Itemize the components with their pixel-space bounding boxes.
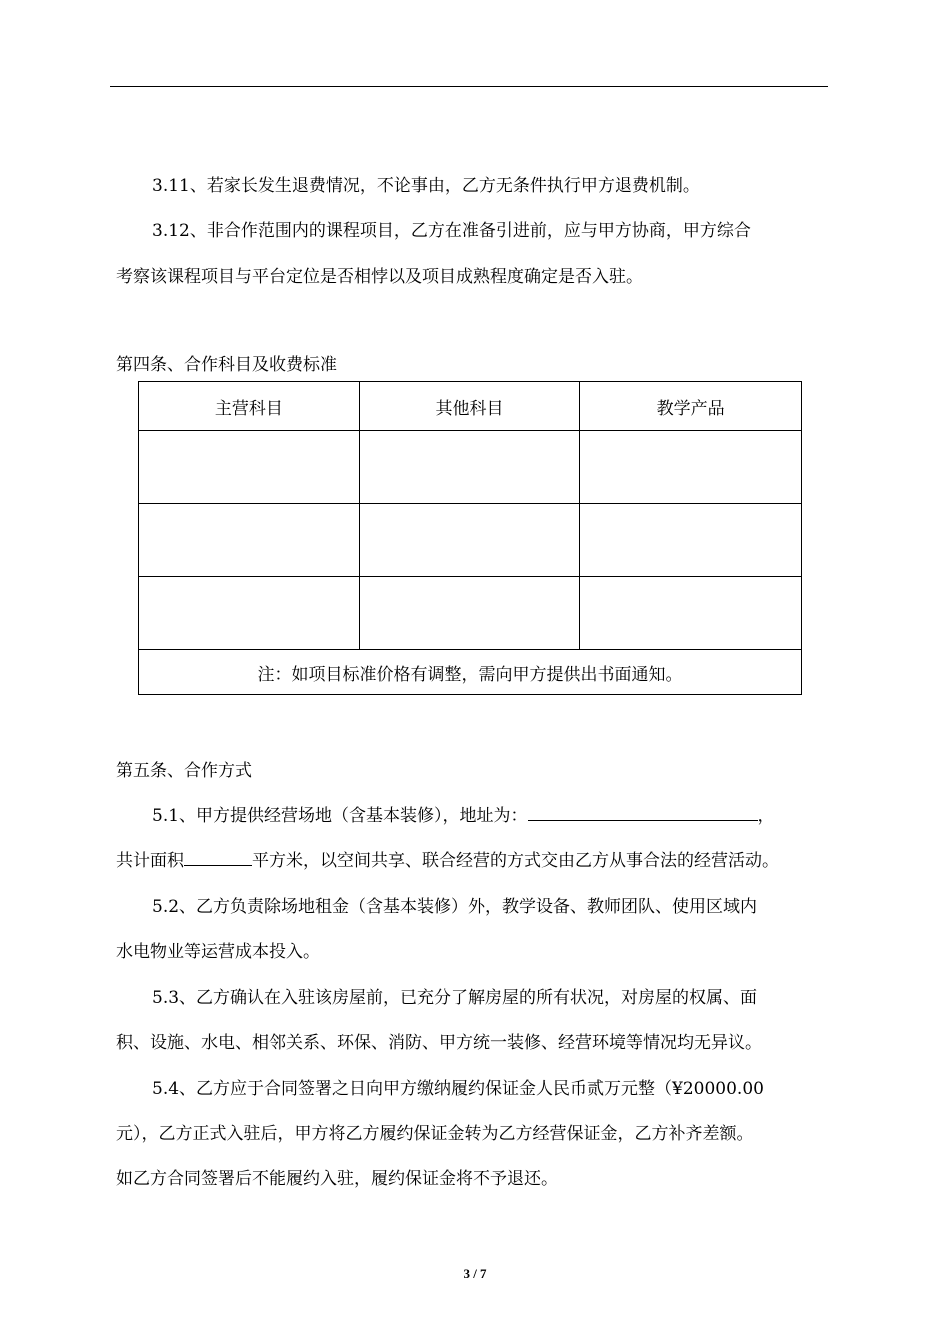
clause-5-3-text-2: 积、设施、水电、相邻关系、环保、消防、甲方统一装修、经营环境等情况均无异议。 xyxy=(116,1033,762,1053)
table-cell xyxy=(139,431,360,504)
clause-3-11-text: 3.11、若家长发生退费情况，不论事由，乙方无条件执行甲方退费机制。 xyxy=(152,176,700,196)
fee-table-header-product: 教学产品 xyxy=(580,382,802,431)
clause-5-1-line1 xyxy=(116,798,864,834)
clause-5-2-line2 xyxy=(116,934,828,970)
table-row xyxy=(139,504,802,577)
clause-3-12-line1 xyxy=(116,213,864,249)
clause-5-2-text-1: 5.2、乙方负责除场地租金（含基本装修）外，教学设备、教师团队、使用区域内 xyxy=(152,897,758,917)
table-cell xyxy=(580,431,802,504)
section-5-title-text: 第五条、合作方式 xyxy=(116,761,252,781)
clause-3-12-text-1: 3.12、非合作范围内的课程项目，乙方在准备引进前，应与甲方协商，甲方综合 xyxy=(152,221,751,241)
clause-5-1-text-3: 平方米，以空间共享、联合经营的方式交由乙方从事合法的经营活动。 xyxy=(252,851,779,871)
table-cell xyxy=(359,431,580,504)
clause-3-12-line2 xyxy=(116,259,828,295)
table-cell xyxy=(139,577,360,650)
clause-5-4-line1 xyxy=(116,1071,864,1107)
clause-5-1-comma: ， xyxy=(757,806,775,826)
table-row xyxy=(139,577,802,650)
clause-3-12-text-2: 考察该课程项目与平台定位是否相悖以及项目成熟程度确定是否入驻。 xyxy=(116,267,643,287)
clause-5-4-text-3: 如乙方合同签署后不能履约入驻，履约保证金将不予退还。 xyxy=(116,1169,558,1189)
table-cell xyxy=(359,504,580,577)
clause-5-1-text-2: 共计面积 xyxy=(116,851,184,871)
area-blank[interactable] xyxy=(184,843,252,866)
table-row xyxy=(139,431,802,504)
table-cell xyxy=(580,504,802,577)
clause-3-11 xyxy=(116,168,864,204)
fee-table-header-other: 其他科目 xyxy=(359,382,580,431)
clause-5-2-line1 xyxy=(116,889,864,925)
fee-table-header-row xyxy=(139,382,802,431)
section-4-title-text: 第四条、合作科目及收费标准 xyxy=(116,355,337,375)
clause-5-4-line2 xyxy=(116,1116,828,1152)
clause-5-1-line2 xyxy=(116,843,828,879)
clause-5-3-text-1: 5.3、乙方确认在入驻该房屋前，已充分了解房屋的所有状况，对房屋的权属、面 xyxy=(152,988,758,1008)
clause-5-3-line2 xyxy=(116,1025,828,1061)
clause-5-3-line1 xyxy=(116,980,864,1016)
fee-table xyxy=(138,381,802,695)
clause-5-4-text-2: 元），乙方正式入驻后，甲方将乙方履约保证金转为乙方经营保证金，乙方补齐差额。 xyxy=(116,1124,754,1144)
section-5-title xyxy=(116,753,828,789)
clause-5-4-text-1: 5.4、乙方应于合同签署之日向甲方缴纳履约保证金人民币贰万元整（¥20000.00 xyxy=(152,1079,764,1099)
fee-table-header-main: 主营科目 xyxy=(139,382,360,431)
clause-5-2-text-2: 水电物业等运营成本投入。 xyxy=(116,942,320,962)
header-rule xyxy=(110,86,828,87)
table-cell xyxy=(359,577,580,650)
table-cell xyxy=(139,504,360,577)
section-4-title xyxy=(116,347,828,383)
clause-5-4-line3 xyxy=(116,1161,828,1197)
page-number: 3 / 7 xyxy=(463,1266,487,1281)
address-blank[interactable] xyxy=(528,798,758,821)
fee-table-note: 注：如项目标准价格有调整，需向甲方提供出书面通知。 xyxy=(139,650,802,695)
clause-5-1-text-1: 5.1、甲方提供经营场地（含基本装修），地址为： xyxy=(152,806,528,826)
table-cell xyxy=(580,577,802,650)
fee-table-note-row xyxy=(139,650,802,695)
